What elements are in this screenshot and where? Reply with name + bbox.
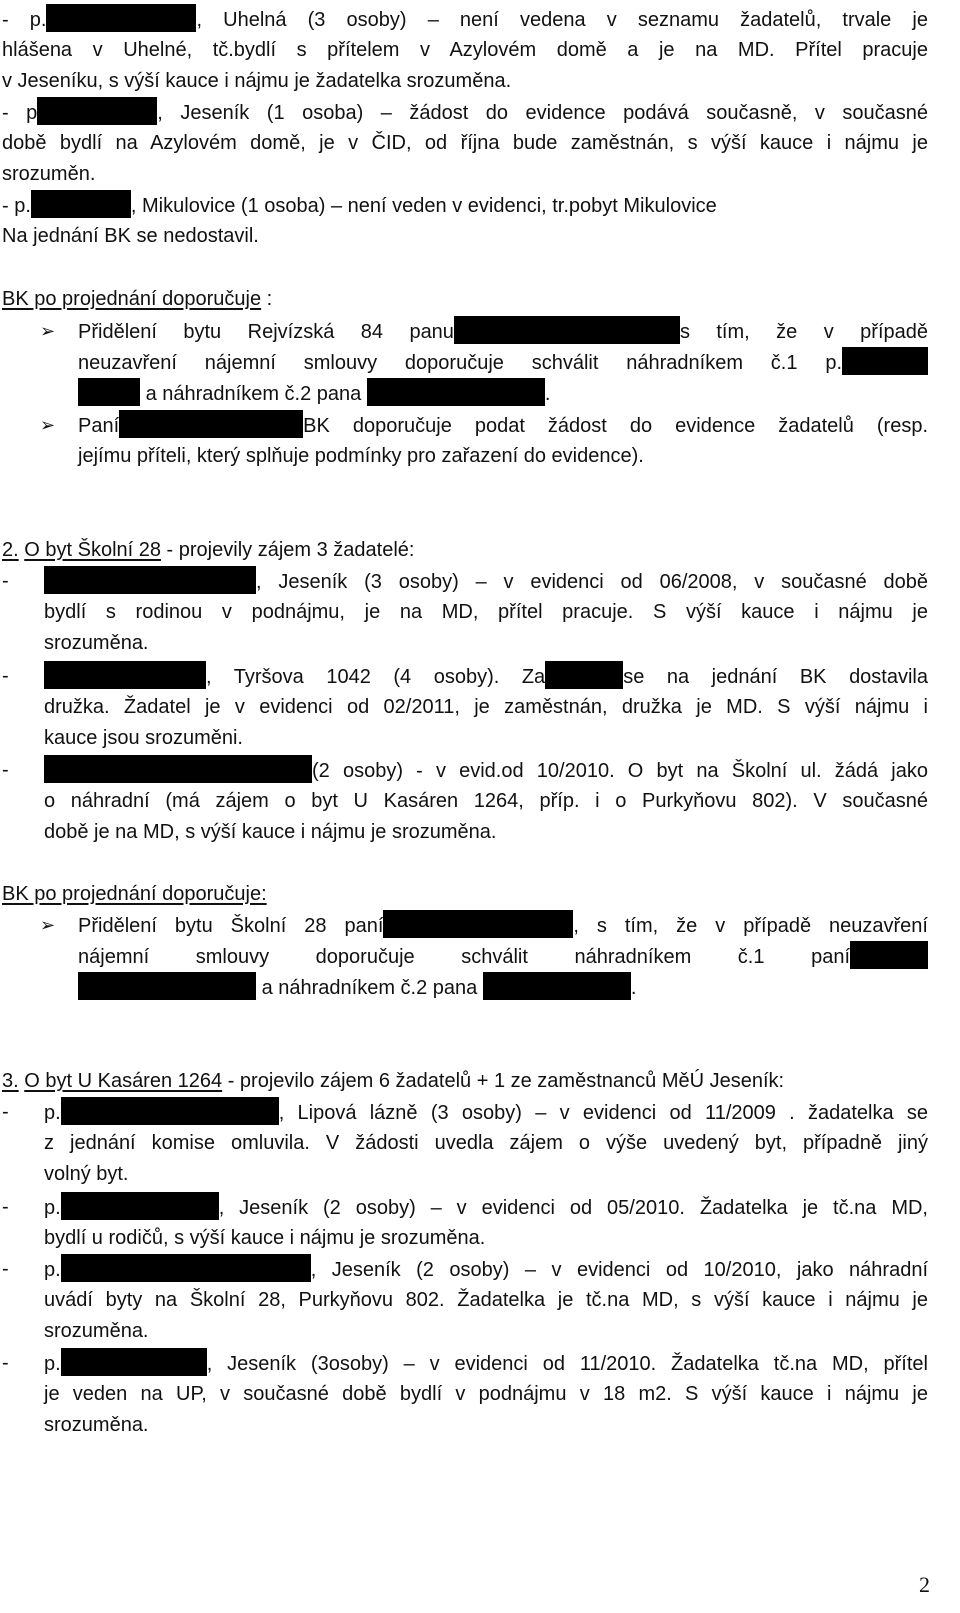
text-line: kauce jsou srozuměni. — [44, 727, 243, 749]
text-line: - p. , Uhelná (3 osoby) – není vedena v seznamu žadatelů, trvale je — [2, 4, 928, 35]
text-line: a náhradníkem č.2 pana . — [78, 378, 928, 409]
redaction-block — [31, 190, 131, 218]
redaction-block — [61, 1192, 219, 1220]
text-line: družka. Žadatel je v evidenci od 02/2011, je zaměstnán, družka je MD. S výší nájmu i — [44, 696, 928, 718]
bullet-arrow-icon: ➢ — [40, 415, 56, 435]
text-line: srozuměn. — [2, 163, 96, 185]
page-number: 2 — [919, 1572, 930, 1597]
bullet-line: Přidělení bytu Rejvízská 84 panu s tím, že v případě — [78, 316, 928, 347]
text-line: srozuměna. — [44, 1320, 149, 1342]
redaction-block — [37, 97, 157, 125]
applicant-line: , Tyršova 1042 (4 osoby). Za se na jednání BK dostavila — [44, 661, 928, 692]
redaction-block — [44, 661, 206, 689]
text-line: srozuměna. — [44, 1414, 149, 1436]
text-line: době bydlí na Azylovém domě, je v ČID, od října bude zaměstnán, s výší kauce i nájmu je — [2, 132, 928, 154]
redaction-block — [119, 410, 303, 438]
redaction-block — [44, 755, 312, 783]
dash-bullet: - — [2, 1258, 9, 1280]
redaction-block — [44, 566, 256, 594]
redaction-block — [383, 910, 573, 938]
applicant-line: p. , Lipová lázně (3 osoby) – v evidenci od 11/2009 . žadatelka se — [44, 1097, 928, 1128]
text-line: - p. , Mikulovice (1 osoba) – není veden v evidenci, tr.pobyt Mikulovice — [2, 190, 928, 221]
text-line: volný byt. — [44, 1163, 129, 1185]
redaction-block — [850, 941, 928, 969]
text-line: uvádí byty na Školní 28, Purkyňovu 802. Žadatelka je tč.na MD, s výší kauce i nájmu je — [44, 1289, 928, 1311]
redaction-block — [61, 1348, 207, 1376]
text-line: neuzavření nájemní smlouvy doporučuje schválit náhradníkem č.1 p. — [78, 347, 928, 378]
applicant-line: (2 osoby) - v evid.od 10/2010. O byt na Školní ul. žádá jako — [44, 755, 928, 786]
text-line: srozuměna. — [44, 632, 149, 654]
redaction-block — [78, 972, 256, 1000]
dash-bullet: - — [2, 665, 9, 687]
text-line: je veden na UP, v současné době bydlí v podnájmu v 18 m2. S výší kauce i nájmu je — [44, 1383, 928, 1405]
redaction-block — [46, 4, 196, 32]
text-line: bydlí u rodičů, s výší kauce i nájmu je srozuměna. — [44, 1227, 486, 1249]
section-title: 3. O byt U Kasáren 1264 - projevilo zájem 6 žadatelů + 1 ze zaměstnanců MěÚ Jeseník: — [2, 1070, 785, 1092]
dash-bullet: - — [2, 1196, 9, 1218]
dash-bullet: - — [2, 759, 9, 781]
applicant-line: , Jeseník (3 osoby) – v evidenci od 06/2008, v současné době — [44, 566, 928, 597]
dash-bullet: - — [2, 1352, 9, 1374]
redaction-block — [842, 347, 928, 375]
applicant-line: p. , Jeseník (2 osoby) – v evidenci od 05/2010. Žadatelka je tč.na MD, — [44, 1192, 928, 1223]
redaction-block — [454, 316, 680, 344]
text-line: z jednání komise omluvila. V žádosti uvedla zájem o výše uvedený byt, případně jiný — [44, 1132, 928, 1154]
bullet-arrow-icon: ➢ — [40, 915, 56, 935]
text-line: bydlí s rodinou v podnájmu, je na MD, přítel pracuje. S výší kauce i nájmu je — [44, 601, 928, 623]
bullet-arrow-icon: ➢ — [40, 321, 56, 341]
text-line: a náhradníkem č.2 pana . — [78, 972, 928, 1003]
section-title: 2. O byt Školní 28 - projevily zájem 3 žadatelé: — [2, 539, 415, 561]
text-line: hlášena v Uhelné, tč.bydlí s přítelem v Azylovém domě a je na MD. Přítel pracuje — [2, 39, 928, 61]
text-line: nájemní smlouvy doporučuje schválit náhradníkem č.1 paní — [78, 941, 928, 972]
recommendation-heading: BK po projednání doporučuje : — [2, 288, 273, 310]
dash-bullet: - — [2, 570, 9, 592]
applicant-line: p. , Jeseník (3osoby) – v evidenci od 11/2010. Žadatelka tč.na MD, přítel — [44, 1348, 928, 1379]
bullet-line: Paní BK doporučuje podat žádost do evidence žadatelů (resp. — [78, 410, 928, 441]
redaction-block — [61, 1097, 279, 1125]
applicant-line: p. , Jeseník (2 osoby) – v evidenci od 10/2010, jako náhradní — [44, 1254, 928, 1285]
text-line: Na jednání BK se nedostavil. — [2, 225, 259, 247]
text-line: jejímu příteli, který splňuje podmínky pro zařazení do evidence). — [78, 445, 644, 467]
text-line: - p , Jeseník (1 osoba) – žádost do evidence podává současně, v současné — [2, 97, 928, 128]
recommendation-heading: BK po projednání doporučuje: — [2, 883, 267, 905]
redaction-block — [545, 661, 623, 689]
text-line: v Jeseníku, s výší kauce i nájmu je žadatelka srozuměna. — [2, 70, 512, 92]
redaction-block — [78, 378, 140, 406]
text-line: době je na MD, s výší kauce i nájmu je srozuměna. — [44, 821, 497, 843]
redaction-block — [367, 378, 545, 406]
text-line: o náhradní (má zájem o byt U Kasáren 1264, příp. i o Purkyňovu 802). V současné — [44, 790, 928, 812]
redaction-block — [61, 1254, 311, 1282]
dash-bullet: - — [2, 1101, 9, 1123]
bullet-line: Přidělení bytu Školní 28 paní , s tím, že v případě neuzavření — [78, 910, 928, 941]
redaction-block — [483, 972, 631, 1000]
